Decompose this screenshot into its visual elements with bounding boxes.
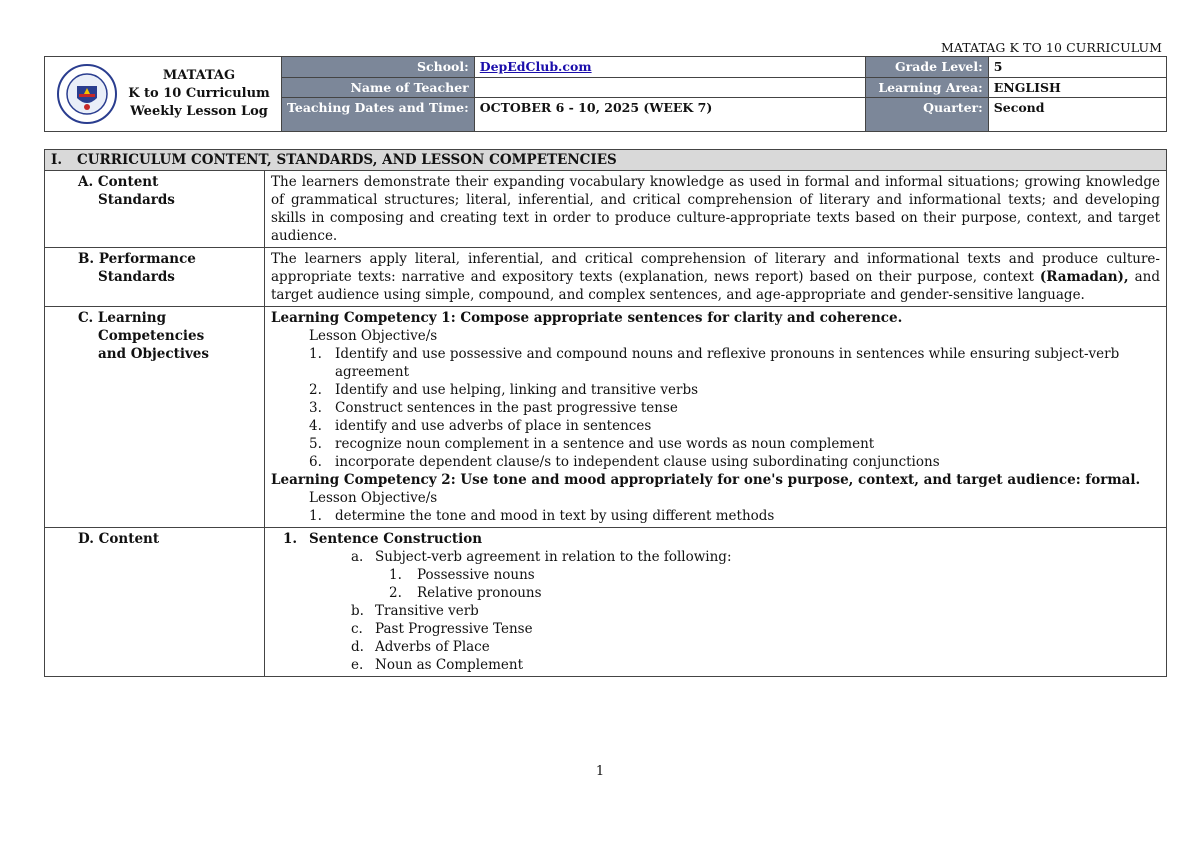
learning-area-label: Learning Area:: [865, 77, 988, 98]
objectives-label-1: Lesson Objective/s: [309, 328, 438, 344]
performance-standards-text: [265, 248, 1167, 307]
row-a-title-2: Standards: [98, 192, 175, 208]
competency-1: Learning Competency 1: Compose appropriate sentences for clarity and coherence.: [271, 310, 903, 326]
quarter-label: Quarter:: [865, 98, 988, 132]
logo-doc-type: Weekly Lesson Log: [130, 104, 268, 119]
content-item-b-text: Transitive verb: [375, 603, 479, 619]
content-item-a1-text: Possessive nouns: [417, 567, 535, 583]
quarter-value: Second: [988, 98, 1166, 132]
objective-number: 1.: [309, 508, 322, 524]
section-title: CURRICULUM CONTENT, STANDARDS, AND LESSON COMPETENCIES: [77, 152, 617, 168]
row-b-letter: B.: [78, 251, 95, 267]
objective-text: Identify and use possessive and compound nouns and reflexive pronouns in sentences while ensuring subject-verb agreement: [335, 346, 1120, 380]
row-b-title-2: Standards: [98, 269, 175, 285]
grade-level-value: 5: [988, 57, 1166, 78]
lesson-log-header-table: [44, 56, 1167, 132]
objective-item: [271, 345, 1160, 381]
objective-text: incorporate dependent clause/s to independent clause using subordinating conjunctions: [335, 454, 940, 470]
row-a-letter: A.: [78, 174, 94, 190]
content-standards-row: [45, 171, 1167, 248]
grade-level-label: Grade Level:: [865, 57, 988, 78]
section-number: I.: [51, 152, 63, 168]
row-c-title-3: and Objectives: [98, 346, 209, 362]
row-d-title: Content: [98, 531, 160, 547]
content-item-a2-text: Relative pronouns: [417, 585, 542, 601]
content-item-d: [271, 638, 1160, 656]
teacher-label: Name of Teacher: [282, 77, 475, 98]
objective-item: [271, 453, 1160, 471]
row-d-letter: D.: [78, 531, 94, 547]
content-item-e-letter: e.: [351, 657, 364, 673]
objectives-list-1: [271, 345, 1160, 471]
content-item-a-letter: a.: [351, 549, 364, 565]
row-a-label: [45, 171, 265, 248]
content-item-1: [271, 530, 1160, 548]
row-b-label: [45, 248, 265, 307]
objective-item: [271, 507, 1160, 525]
row-b-title: Performance: [98, 251, 196, 267]
objective-item: [271, 399, 1160, 417]
row-c-label: [45, 307, 265, 528]
content-item-1-text: Sentence Construction: [309, 531, 483, 547]
objective-number: 5.: [309, 436, 322, 452]
school-label: School:: [282, 57, 475, 78]
row-d-label: [45, 528, 265, 677]
content-item-a2: [271, 584, 1160, 602]
objective-number: 2.: [309, 382, 322, 398]
curriculum-header: MATATAG K TO 10 CURRICULUM: [940, 40, 1162, 55]
dates-value: OCTOBER 6 - 10, 2025 (WEEK 7): [474, 98, 865, 132]
dates-label: Teaching Dates and Time:: [282, 98, 475, 132]
row-a-title: Content: [97, 174, 159, 190]
content-item-c-letter: c.: [351, 621, 363, 637]
competencies-cell: [265, 307, 1167, 528]
performance-standards-row: [45, 248, 1167, 307]
objectives-label-2: Lesson Objective/s: [309, 490, 438, 506]
content-item-c-text: Past Progressive Tense: [375, 621, 533, 637]
objective-number: 1.: [309, 346, 322, 362]
content-row: [45, 528, 1167, 677]
objective-text: identify and use adverbs of place in sentences: [335, 418, 652, 434]
logo-subtitle: K to 10 Curriculum: [128, 86, 270, 101]
objective-item: [271, 435, 1160, 453]
competency-2: Learning Competency 2: Use tone and mood appropriately for one's purpose, context, and target audience: formal.: [271, 472, 1141, 488]
content-item-e: [271, 656, 1160, 674]
learning-area-value: ENGLISH: [988, 77, 1166, 98]
content-item-c: [271, 620, 1160, 638]
perf-text-2: and target audience using simple, compound, and complex sentences, and age-appropriate and gender-sensitive language.: [271, 269, 1160, 303]
content-cell: [265, 528, 1167, 677]
perf-text-bold: (Ramadan),: [1039, 269, 1129, 285]
section-heading: [45, 150, 1167, 171]
row-c-title-2: Competencies: [98, 328, 205, 344]
school-value-cell: [474, 57, 865, 78]
content-item-d-letter: d.: [351, 639, 364, 655]
content-item-b-letter: b.: [351, 603, 364, 619]
school-link[interactable]: DepEdClub.com: [479, 59, 592, 75]
content-item-b: [271, 602, 1160, 620]
page-number: 1: [595, 764, 605, 779]
objective-text: Construct sentences in the past progressive tense: [335, 400, 678, 416]
content-item-a: [271, 548, 1160, 566]
row-c-letter: C.: [78, 310, 94, 326]
objective-text: determine the tone and mood in text by using different methods: [335, 508, 775, 524]
perf-text-1: The learners apply literal, inferential, and critical comprehension of literary and informational texts and produce culture-appropriate texts: narrative and expository texts (explanation, news report) based on their purpose, context: [271, 251, 1160, 285]
objective-item: [271, 417, 1160, 435]
logo-title: MATATAG: [162, 68, 236, 83]
content-item-a2-num: 2.: [389, 585, 402, 601]
row-c-title: Learning: [97, 310, 167, 326]
content-item-d-text: Adverbs of Place: [375, 639, 490, 655]
objectives-list-2: [271, 507, 1160, 525]
objective-text: recognize noun complement in a sentence and use words as noun complement: [335, 436, 875, 452]
objective-text: Identify and use helping, linking and transitive verbs: [335, 382, 699, 398]
objective-number: 6.: [309, 454, 322, 470]
learning-competencies-row: [45, 307, 1167, 528]
objective-number: 4.: [309, 418, 322, 434]
deped-seal-icon: [57, 64, 117, 124]
objective-number: 3.: [309, 400, 322, 416]
curriculum-table: [44, 149, 1167, 677]
content-item-a-text: Subject-verb agreement in relation to the following:: [375, 549, 732, 565]
content-standards-text: The learners demonstrate their expanding vocabulary knowledge as used in formal and informal situations; growing knowledge of grammatical structures; literal, inferential, and critical comprehension of literary and informational texts; and developing skills in composing and creating text in order to produce culture-appropriate texts based on their purpose, context, and target audience.: [265, 171, 1167, 248]
content-item-a1-num: 1.: [389, 567, 402, 583]
content-item-a1: [271, 566, 1160, 584]
objective-item: [271, 381, 1160, 399]
content-item-1-num: 1.: [283, 531, 298, 547]
logo-cell: [45, 57, 282, 132]
content-item-e-text: Noun as Complement: [375, 657, 524, 673]
teacher-value: [474, 77, 865, 98]
